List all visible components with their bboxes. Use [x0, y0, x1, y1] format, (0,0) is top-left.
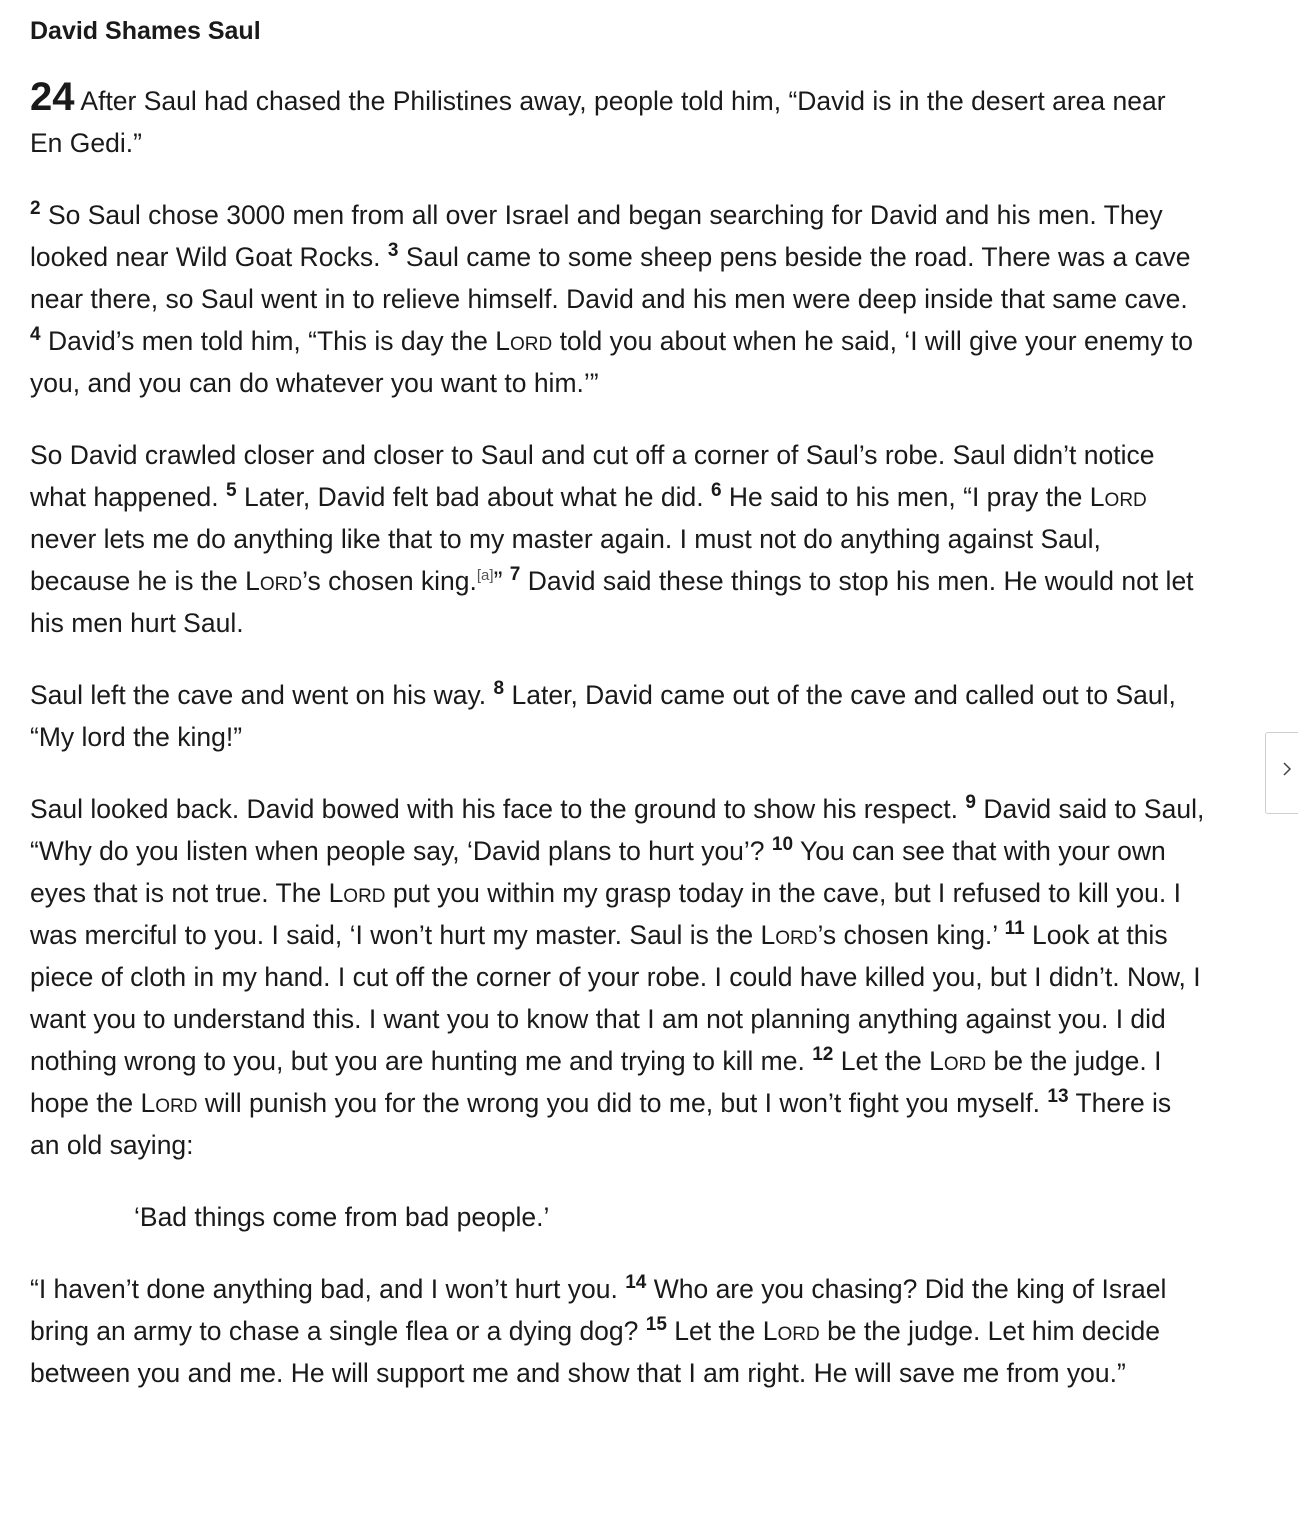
paragraph-1 [30, 76, 1205, 164]
verse-number-4: 4 [30, 324, 41, 345]
verse-12-text-b: be the judge. I hope the [30, 1046, 1162, 1118]
verse-number-13: 13 [1047, 1086, 1069, 1107]
verse-10-text-b: put you within my grasp today in the cave, but I refused to kill you. I was merciful to you. I said, ‘I won’t hurt my master. Saul is the [30, 878, 1181, 950]
verse-2-text: So Saul chose 3000 men from all over Israel and began searching for David and his men. They looked near Wild Goat Rocks. [30, 200, 1163, 272]
verse-number-9: 9 [965, 792, 976, 813]
verse-3-text: Saul came to some sheep pens beside the road. There was a cave near there, so Saul went in to relieve himself. David and his men were deep inside that same cave. [30, 242, 1191, 314]
verse-number-3: 3 [387, 240, 399, 261]
verse-7-text-b: Saul left the cave and went on his way. [30, 680, 487, 710]
poetry-line: ‘Bad things come from bad people.’ [134, 1202, 550, 1232]
verse-10-text-c: ’s chosen king.’ [817, 920, 998, 950]
verse-9-text: David said to Saul, “Why do you listen when people say, ‘David plans to hurt you’? [30, 794, 1205, 866]
verse-6-text-d: ” [493, 566, 503, 596]
verse-number-2: 2 [30, 198, 41, 219]
section-heading: David Shames Saul [30, 17, 261, 45]
verse-number-5: 5 [225, 480, 237, 501]
divine-name: Lord [328, 878, 386, 908]
verse-6-text-c: ’s chosen king. [302, 566, 477, 596]
side-panel-tab[interactable] [1265, 732, 1298, 814]
verse-4-text-a: David’s men told him, “This is day the [47, 326, 488, 356]
verse-5-text: Later, David felt bad about what he did. [243, 482, 704, 512]
verse-number-7: 7 [509, 564, 521, 585]
verse-4-text-c: So David crawled closer and closer to Saul and cut off a corner of Saul’s robe. Saul didn’t notice what happened. [30, 440, 1155, 512]
verse-15-text-a: Let the [674, 1316, 756, 1346]
verse-8-text-b: Saul looked back. David bowed with his face to the ground to show his respect. [30, 794, 959, 824]
verse-11-text: Look at this piece of cloth in my hand. I cut off the corner of your robe. I could have killed you, but I didn’t. Now, I want you to understand this. I want you to know that I am not planning anything against you. I did nothing wrong to you, but you are hunting me and trying to kill me. [30, 920, 1201, 1076]
verse-13-text-b: “I haven’t done anything bad, and I won’t hurt you. [30, 1274, 618, 1304]
verse-6-text-a: He said to his men, “I pray the [728, 482, 1083, 512]
paragraph-6 [30, 1268, 1205, 1394]
verse-13-text: There is an old saying: [30, 1088, 1172, 1160]
verse-number-8: 8 [493, 678, 505, 699]
paragraph-2 [30, 194, 1205, 404]
verse-number-6: 6 [710, 480, 722, 501]
verse-number-12: 12 [812, 1044, 834, 1065]
chapter-number: 24 [30, 75, 75, 119]
verse-12-text-a: Let the [840, 1046, 922, 1076]
verse-number-14: 14 [625, 1272, 647, 1293]
verse-12-text-c: will punish you for the wrong you did to me, but I won’t fight you myself. [204, 1088, 1041, 1118]
paragraph-5 [30, 788, 1205, 1166]
chapter-content [30, 0, 1205, 1394]
verse-14-text: Who are you chasing? Did the king of Israel bring an army to chase a single flea or a dying dog? [30, 1274, 1167, 1346]
verse-number-15: 15 [645, 1314, 667, 1335]
verse-1-text: After Saul had chased the Philistines away, people told him, “David is in the desert area near En Gedi.” [30, 86, 1166, 158]
divine-name: Lord [245, 566, 303, 596]
paragraph-4 [30, 674, 1205, 758]
divine-name: Lord [495, 326, 553, 356]
divine-name: Lord [762, 1316, 820, 1346]
verse-8-text: Later, David came out of the cave and called out to Saul, “My lord the king!” [30, 680, 1176, 752]
divine-name: Lord [140, 1088, 198, 1118]
divine-name: Lord [929, 1046, 987, 1076]
verse-15-text-b: be the judge. Let him decide between you and me. He will support me and show that I am right. He will save me from you.” [30, 1316, 1161, 1388]
verse-4-text-b: told you about when he said, ‘I will give your enemy to you, and you can do whatever you want to him.’” [30, 326, 1193, 398]
paragraph-3 [30, 434, 1205, 644]
verse-number-10: 10 [771, 834, 794, 855]
verse-6-text-b: never lets me do anything like that to my master again. I must not do anything against Saul, because he is the [30, 524, 1101, 596]
verse-7-text: David said these things to stop his men. He would not let his men hurt Saul. [30, 566, 1194, 638]
divine-name: Lord [760, 920, 818, 950]
chevron-icon [1282, 749, 1292, 789]
verse-10-text-a: You can see that with your own eyes that is not true. The [30, 836, 1166, 908]
verse-number-11: 11 [1004, 918, 1025, 939]
footnote-link[interactable]: [a] [476, 567, 494, 584]
divine-name: Lord [1089, 482, 1147, 512]
